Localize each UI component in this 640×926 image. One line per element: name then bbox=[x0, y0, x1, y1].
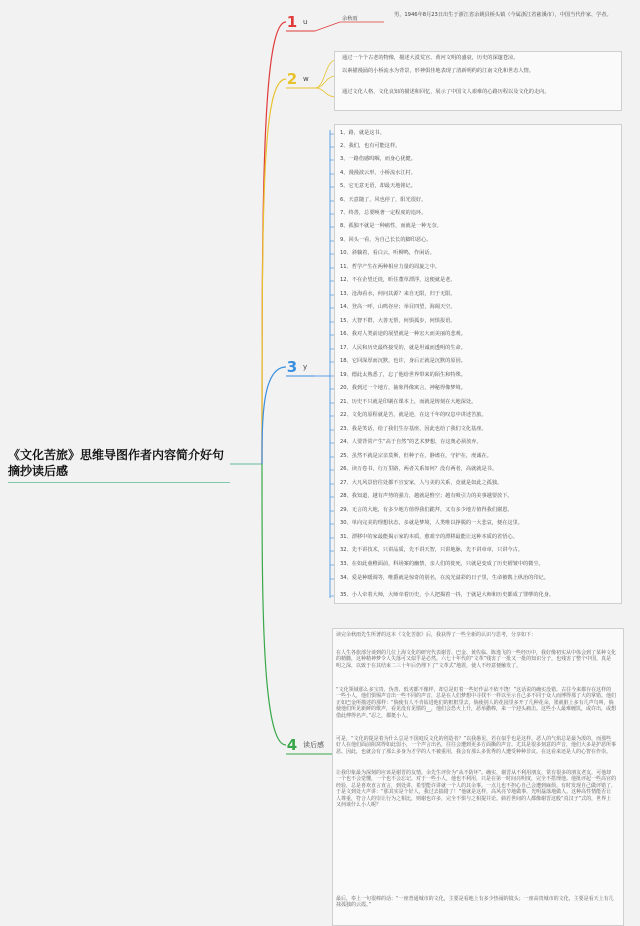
quote-item: 32、先不讲技术，只讲品质，先不讲天智，只讲地脉，先不讲章章，只讲今古。 bbox=[340, 547, 523, 553]
quote-item: 11、哲学产生在两种相应力量的周旋之中。 bbox=[340, 264, 440, 270]
branch-line-2 bbox=[262, 79, 286, 464]
branch-line-4 bbox=[262, 464, 286, 745]
review-paragraph: 可是，“文化的提是着为什么总是不国庭反文化的创造者？”以我愚见，若在似乎也是这样。恶人的气焰总是最为泼的，而那些好人在他们面前阻窝得如此弱小，一个声言出名，往往会遭到更多方面撕的声音。尤其是很多刻意的声音，他们大多是护恶所事恶。因此，也就会有了那么多身为才学的人不被重用，我会有那么多优秀的人遭受种种非议。在这看来还是人的心智在作祟。 bbox=[336, 736, 617, 755]
review-paragraph: 最后，奉上一句很棒的话：“一座普通城市的文化，主要是看地上有多少热闹的镜头；一座高贵城市的文化，主要是看天上有几抹孤独的云霞。” bbox=[336, 896, 614, 909]
quote-item: 10、斜躺着，看白云，听柳鸣，作闲话。 bbox=[340, 250, 435, 256]
author-bio: 男，1946年8月23日出生于浙江省余姚县桥头镇（今属浙江省慈溪市），中国当代作家、学者。 bbox=[394, 12, 612, 18]
quote-item: 22、文化的原程就是苦，就是逆，在这千年的叹息中讲述苦旅。 bbox=[340, 412, 487, 418]
quote-item: 5、它无意无语，却最天地铭记。 bbox=[340, 183, 416, 189]
quote-item: 14、登高一呼，山鸣谷应；举目四望，海阔天空。 bbox=[340, 304, 456, 310]
quote-item: 30、单向完美的理想状态，多就是梦境，人类唯以挣脱的一大悲哀，便在这里。 bbox=[340, 520, 523, 526]
quote-item: 33、在如此童稚面前，科场案的幽禁，亲人们的徙死，只就是变成了历史褶皱中的微尘。 bbox=[340, 561, 544, 567]
quote-item: 16、我对人类前途的展望就是一种宏大而美丽的悲观。 bbox=[340, 331, 466, 337]
quote-item: 26、读万卷书，行万里路，两者关系如何？没有两者，高就就是书。 bbox=[340, 466, 498, 472]
quote-item: 9、回头一看，为自己长长的脚印恶心。 bbox=[340, 237, 432, 243]
branch-line-1 bbox=[262, 22, 286, 464]
branch-node-4[interactable] bbox=[286, 735, 324, 755]
branch-number: 4 bbox=[286, 736, 298, 754]
branch-label: u bbox=[303, 18, 308, 26]
quote-item: 13、沧海看水，何问其源？来自无限，归于无限。 bbox=[340, 291, 456, 297]
intro-line-2: 以素描漫涌的小桥流水为背景，形神俱佳地表现了清新明约的江南文化和世态人情。 bbox=[342, 68, 534, 74]
branch-node-2[interactable] bbox=[286, 69, 309, 89]
branch-line-3 bbox=[262, 367, 286, 464]
intro-line-1: 通过一个个古老的物像，描述大漠荒宫、黄河文明的盛衰，历史的深邃苍凉。 bbox=[342, 55, 519, 61]
quote-item: 7、终善，总要唤著一定程度的追环。 bbox=[340, 210, 427, 216]
quote-item: 12、不在企望迁徙，昕住董草漂浮，这便就是老。 bbox=[340, 277, 456, 283]
quote-item: 23、我是笑话，给了我们生存基座，因此也给了我们文化基座。 bbox=[340, 426, 487, 432]
quote-item: 20、我到过一个地方，抽象得像寓言，神秘得像梦境。 bbox=[340, 385, 466, 391]
branch-node-3[interactable] bbox=[286, 357, 307, 377]
quote-item: 29、无言的大地，有多少地方值得我们跪拜，又有多少地方值得我们谢恩。 bbox=[340, 507, 513, 513]
branch-number: 1 bbox=[286, 13, 298, 31]
branch-number: 2 bbox=[286, 70, 298, 88]
review-paragraph: 在人生各旅部分谈到的几位上海文化的研究代表谢晋、巴金、黄佐临、陈逸飞的一些经历中，我好像初实从中体会到了某种文化的精髓，这种精神梦令人失落可又似乎是必然。六七十年代的“文革”残害了一批又一批的知识分子，也残害了整个中国，真是明之深，以致于在其结束二三十年后仍埋下了“文革式”地震，使人不经意便触发了。 bbox=[336, 650, 617, 669]
mindmap-root-title: 《文化苦旅》思维导图作者内容简介好句摘抄读后感 bbox=[8, 447, 230, 483]
quote-item: 31、漂移中的家最能揭示家的本质，愈艰辛的漂移最能让这种本质的省悟心。 bbox=[340, 534, 518, 540]
quote-item: 8、孤独不就是一种痛性，而就是一种无奈。 bbox=[340, 223, 442, 229]
quote-item: 35、小人牵着大师，大师牵着历史，小人把揭着一抖，于就是大师和历史都成了罪孽的化身。 bbox=[340, 592, 555, 598]
quote-item: 25、虽然不就是宗亲莫斯，但种子在，静谧在，守护在，虔诚在。 bbox=[340, 453, 492, 459]
quote-item: 17、人民和历史最终接受的，就是坦诚而透明的生命。 bbox=[340, 345, 466, 351]
quote-item: 27、大凡风景倍往处都不宣安家，人与美的关系，竟就是如此之孤独。 bbox=[340, 480, 503, 486]
quote-item: 2、我们，也有可能这样。 bbox=[340, 143, 401, 149]
quote-item: 34、爱是种暖调等，唯爵就是惊奇的别名，在流光溢彩的日子里，生命被镌上纵治的印记。 bbox=[340, 575, 549, 581]
quote-item: 28、我知道，越有声势的强力，越就是惟空；越有吸引力的美事越要放下。 bbox=[340, 493, 513, 499]
intro-line-3: 通过文化人格、文化良知的描述和回忆，展示了中国文人艰难的心路历程以及文化的走向。 bbox=[342, 89, 550, 95]
quote-item: 18、它回深厚而沉默，也许，身后正就是沉默的原因。 bbox=[340, 358, 466, 364]
branch-label: 读后感 bbox=[303, 741, 324, 749]
review-paragraph: 让我印象最为深刻的应该是谢晋的友情。余先生评价为“从不防坏”。确实，谢晋从不利用朋友，常有很多的朋友老友，可他却一个也不会觉懂，一个也不会忘记。对于一些小人，他也不利用，只是在第一时间亮明度，完全不搭理他。他批评起一些高官的经验，总是喜欢直言直言，到处讲，希望能许讲就一个人的其余事。一点儿也不担心自己会遭到麻烦。有时发现自己做评错了，于是文到处大声讲：“那其实是个好人，我过去搞错了！”他就是这样，高风亮节地做事，光明磊落地做人。这种高性情能否让人尊重，符合人的崇让行为之相比，则谢也许多，完全不惧与之相提并论。倘若世间的人都像谢晋这般“真汉子”式的，世界上又何谈什么小人呢？ bbox=[336, 770, 617, 809]
quote-item: 6、天意随了，风也停了，阳光很好。 bbox=[340, 197, 427, 203]
branch-label: y bbox=[303, 363, 308, 371]
quote-item: 24、人要背常产生“高于自然”的艺术梦想，存这奥必须放弃。 bbox=[340, 439, 482, 445]
quote-item: 3、一路伤感呜咽，而身心犹健。 bbox=[340, 156, 416, 162]
quote-item: 21、历史不只就是印刷在课本上，而就是铸刻在大地深处。 bbox=[340, 399, 477, 405]
branch-label: w bbox=[303, 75, 309, 83]
quote-item: 1、路，就是这书。 bbox=[340, 130, 385, 136]
branch-number: 3 bbox=[286, 358, 298, 376]
branch-node-1[interactable] bbox=[286, 12, 307, 32]
quote-item: 15、大智不群，大善无帮，何惧孤步，何惧报语。 bbox=[340, 318, 456, 324]
quote-item: 19、德此太熟悉了，忘了他给世界带来的陌生和特殊。 bbox=[340, 372, 466, 378]
review-paragraph: 读完余秋雨先生所著的这本《文化苦旅》后，我获得了一些全新的认识与思考，分享如下： bbox=[336, 632, 537, 638]
review-paragraph: “文化领域那么多宝贵、伪善、低劣都不像样，却总是盯着一些好作品不依不饶！”这话说的确实没错，古往今来都存在这样的一些小人，他们惧惕声音出一些不同的声音，总是在人们梦想中寻找不一样以至示自己多不同于众人而博得那了大的掌错。他们正如巴金所描述的那样：“倘使有人不肯钻进他们的框框里去，倘使别人的花园里多开了几种花朵，墨就脏上多有几声鸟叫，倘使他们所见新鲜的歌声，看见没有见惯的__，他们会恐火上升，恶举撒棒，来一个迎头痛击。这些小人最难缠饥，或许出，或想借此傅得名声。”忍之，都挺小人。 bbox=[336, 687, 617, 719]
quote-item: 4、漫漫波云形，小桥流水江村。 bbox=[340, 170, 416, 176]
author-name: 余秋雨 bbox=[342, 16, 358, 22]
